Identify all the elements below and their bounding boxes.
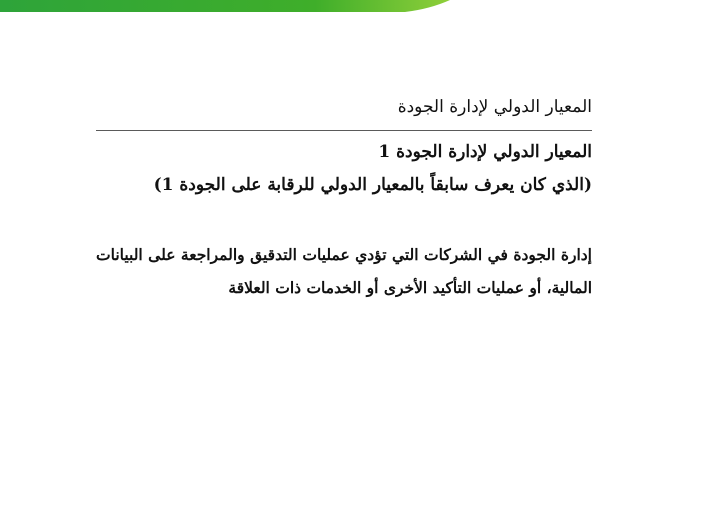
document-page — [96, 92, 592, 304]
standard-scope-text: إدارة الجودة في الشركات التي تؤدي عمليات التدقيق والمراجعة على البيانات المالية، أو عمليات التأكيد الأخرى أو الخدمات ذات العلاقة — [96, 245, 592, 297]
running-header: المعيار الدولي لإدارة الجودة — [397, 97, 592, 117]
header-divider — [96, 130, 592, 131]
standard-subtitle: (الذي كان يعرف سابقاً بالمعيار الدولي للرقابة على الجودة 1) — [153, 175, 592, 195]
top-accent-band — [0, 0, 713, 14]
standard-title: المعيار الدولي لإدارة الجودة 1 — [378, 142, 592, 162]
